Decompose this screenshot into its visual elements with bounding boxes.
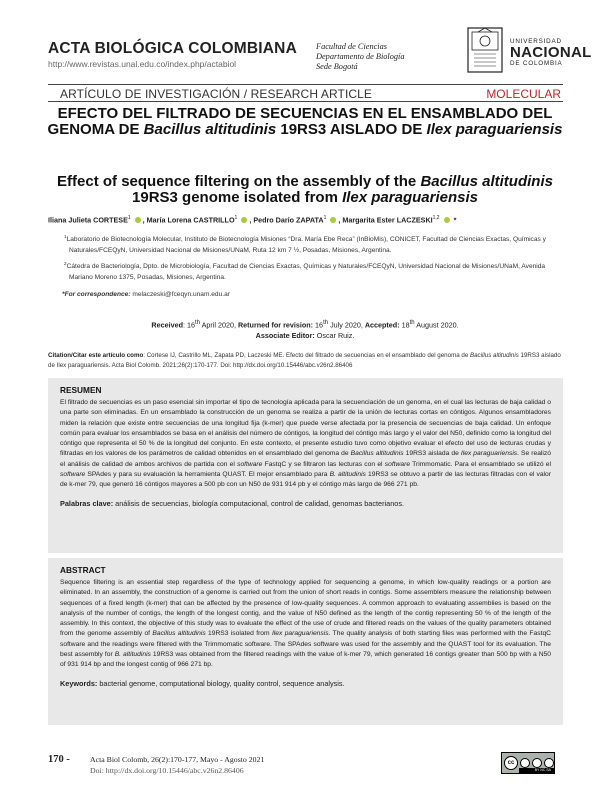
page-footer (48, 752, 563, 782)
sa-icon (544, 758, 554, 768)
title-spanish: EFECTO DEL FILTRADO DE SECUENCIAS EN EL ENSAMBLADO DEL GENOMA DE Bacillus altitudinis 19RS3 AISLADO DE Ilex paraguariensis (47, 105, 563, 138)
orcid-icon[interactable] (135, 217, 141, 223)
publication-dates: Received: 16th April 2020, Returned for revision: 16th July 2020, Accepted: 18th August 2020. Associate Editor: Oscar Ruiz. (151, 320, 459, 340)
journal-title: ACTA BIOLÓGICA COLOMBIANA (48, 40, 297, 57)
footer-doi[interactable]: Doi: http://dx.doi.org/10.15446/abc.v26n2.86406 (90, 766, 244, 775)
citation: Citation/Citar este artículo como: Cortese IJ, Castrillo ML, Zapata PD, Laczeski ME. Efecto del filtrado de secuencias en el ensamblado del genoma de Bacillus altitudinis 19RS3 aislado de Ilex paraguariensis. Acta Biol Colomb. 2021;26(2):170-177. Doi: http://dx.doi.org/10.15446/abc.v26n2.86406 (48, 352, 561, 369)
correspondence: *For correspondence: melaczeski@fceqyn.unam.edu.ar (62, 291, 230, 298)
journal-url[interactable]: http://www.revistas.unal.edu.co/index.php/actabiol (48, 59, 237, 69)
affiliations (64, 232, 564, 287)
abstract-box (48, 558, 563, 725)
faculty-line: Facultad de Ciencias (316, 42, 387, 51)
journal-header (48, 22, 592, 80)
cc-icon: cc (504, 756, 518, 770)
university-crest-icon (466, 26, 504, 74)
page-number: 170 - (48, 754, 70, 765)
by-icon (520, 758, 530, 768)
resumen-text: El filtrado de secuencias es un paso esencial sin importar el tipo de tecnología aplicada para la secuenciación de un genoma, en el cual las lecturas de baja calidad o una parte son eliminadas. En un ensamblado la construcción de un genoma se realiza a partir de la unión de lecturas cortas en cóntigos. Algunos ensambladores miden la relación que existe entre secuencias de una longitud fija (k-mer) que puede verse afectada por la presencia de secuencias de baja calidad. Un enfoque común para evaluar los ensamblados se basa en el análisis del número de cóntigos, la longitud del cóntigo más largo y el valor del N50, definido como la longitud del cóntigo que representa el 50 % de la longitud del conjunto. En este contexto, el presente estudio tuvo como objetivo evaluar el efecto del uso de lecturas crudas y filtradas en los valores de los parámetros de calidad obtenidos en el ensamblado del genoma de Bacillus altitudinis 19RS3 aislada de Ilex paraguariensis. Se realizó el análisis de calidad de ambos archivos de partida con el software FastqC y se filtraron las lecturas con el software Trimmomatic. Para el ensamblado se utilizó el software SPAdes y para su evaluación la herramienta QUAST. El mejor ensamblado para B. altitudinis 19RS3 se obtuvo a partir de las lecturas filtradas con el valor de k-mer 79, que generó 16 cóntigos mayores a 500 pb con un N50 de 931 914 pb y el cóntigo más largo de 966 271 pb. (60, 399, 551, 489)
title-english: Effect of sequence filtering on the assembly of the Bacillus altitudinis 19RS3 genome isolated from Ilex paraguariensis (57, 173, 553, 206)
orcid-icon[interactable] (444, 217, 450, 223)
abstract-heading: ABSTRACT (60, 565, 106, 575)
author-name: Margarita Ester LACZESKI (342, 215, 433, 225)
faculty-block (316, 42, 405, 72)
abstract-text: Sequence filtering is an essential step regardless of the type of technology applied for sequencing a genome, in which low-quality readings or a portion are eliminated. In an assembly, the construction of a genome is carried out from the union of short reads in contigs. Some assemblers measure the relationship between sequences of a fixed length (k-mer) that can be affected by the presence of low-quality sequences. A common approach to evaluating assemblies is based on the analysis of the number of contigs, the length of the longest contig, and the value of N50 defined as the length of the contig representing 50 % of the length of the assembly. In this context, the objective of this study was to evaluate the effect of the use of crude and filtered reads on the values of the quality parameters obtained from the genome assembly of Bacillus altitudinis 19RS3 isolated from Ilex paraguariensis. The quality analysis of both starting files was performed with the FastqC software and the readings were filtered with the Trimmomatic software. The SPAdes software was used for the assembly and the QUAST tool for its evaluation. The best assembly for B. altitudinis 19RS3 was obtained from the filtered readings with the value of k-mer 79, which generated 16 contigs greater than 500 bp with a N50 of 931 914 bp and the longest contig of 966 271 bp. (60, 579, 552, 669)
article-type: ARTÍCULO DE INVESTIGACIÓN / RESEARCH ARTICLE (60, 87, 373, 101)
affiliation-item: $^2$Cátedra de Bacteriología, Dpto. de Microbiología, Facultad de Ciencias Exactas, Químicas y Naturales/FCEQyN, Universidad Nacional de Misiones/UNaM, Avenida Mariano Moreno 1375, Posadas, Misiones, Argentina. (64, 261, 546, 282)
author-name: Iliana Julieta CORTESE (48, 215, 128, 225)
correspondence-email[interactable]: melaczeski@fceqyn.unam.edu.ar (132, 291, 230, 298)
palabras-clave: Palabras clave: análisis de secuencias, biología computacional, control de calidad, genomas bacterianos. (60, 498, 404, 508)
type-divider (48, 101, 563, 102)
keywords: Keywords: bacterial genome, computational biology, quality control, sequence analysis. (60, 678, 345, 688)
univ-line-3: DE COLOMBIA (510, 60, 563, 67)
affiliation-item: $^1$Laboratorio de Biotecnología Molecular, Instituto de Biotecnología Misiones “Dra. María Ebe Reca” (InBioMis), CONICET, Facultad de Ciencias Exactas, Químicas y Naturales/FCEQyN, Universidad Nacional de Misiones/UNaM, Ruta 12 km 7 ½, Posadas, Misiones, Argentina. (64, 234, 546, 254)
footer-reference: Acta Biol Colomb, 26(2):170-177, Mayo - Agosto 2021 (90, 755, 265, 764)
nc-icon (532, 758, 542, 768)
campus-line: Sede Bogotá (316, 62, 358, 71)
author-name: María Lorena CASTRILLO (146, 215, 235, 225)
orcid-icon[interactable] (241, 217, 247, 223)
department-line: Departamento de Biología (316, 52, 405, 61)
orcid-icon[interactable] (330, 217, 336, 223)
univ-line-2: NACIONAL (510, 44, 592, 61)
resumen-box (48, 378, 563, 553)
author-name: Pedro Darío ZAPATA (253, 215, 324, 225)
resumen-heading: RESUMEN (60, 385, 102, 395)
license-label: BY NC SA (519, 768, 554, 773)
author-list: Iliana Julieta CORTESE$^1$ , María Lorena CASTRILLO$^1$ , Pedro Darío ZAPATA$^1$ , Margarita Ester LACZESKI$^{1,2}$ * (48, 215, 457, 225)
section-tag: MOLECULAR (486, 87, 561, 101)
cc-license-icon[interactable] (501, 752, 555, 774)
corresponding-mark: * (453, 215, 457, 225)
university-name (510, 38, 592, 67)
header-divider (48, 84, 563, 85)
univ-line-1: UNIVERSIDAD (510, 38, 562, 45)
